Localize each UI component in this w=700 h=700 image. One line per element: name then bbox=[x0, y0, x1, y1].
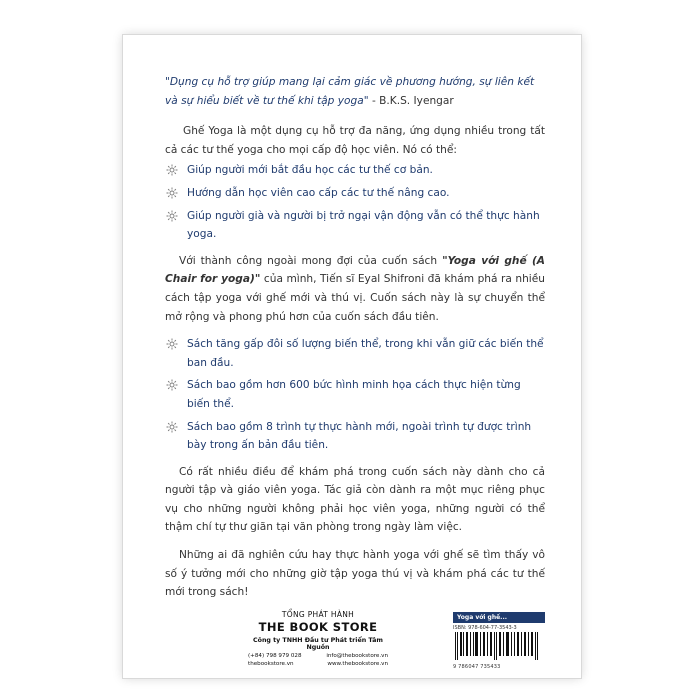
barcode-book-title: Yoga với ghế... bbox=[453, 612, 545, 623]
quote-text: "Dụng cụ hỗ trợ giúp mang lại cảm giác về phương hướng, sự liên kết và sự hiểu biết về tư thế khi tập yoga" bbox=[165, 76, 535, 107]
website-text: www.thebookstore.vn bbox=[327, 661, 388, 667]
list-item: Hướng dẫn học viên cao cấp các tư thế nâng cao. bbox=[165, 184, 545, 203]
epigraph-quote bbox=[165, 73, 545, 110]
fourth-paragraph: Những ai đã nghiên cứu hay thực hành yoga với ghế sẽ tìm thấy vô số ý tưởng mới cho những giờ tập yoga thú vị và khám phá các tư thế mới trong sách! bbox=[165, 549, 545, 599]
list-item: Giúp người mới bắt đầu học các tư thế cơ bản. bbox=[165, 161, 545, 180]
publisher-footer bbox=[248, 610, 388, 667]
second-paragraph: Với thành công ngoài mong đợi của cuốn sách "Yoga với ghế (A Chair for yoga)" của mình, Tiến sĩ Eyal Shifroni đã khám phá ra nhiều cách tập yoga với ghế mới và thú vị. Cuốn sách này là sự chuyển thể mở rộng và phong phú hơn của cuốn sách đầu tiên. bbox=[165, 254, 545, 323]
facebook-text: thebookstore.vn bbox=[248, 661, 294, 667]
isbn-text: ISBN: 978-604-77-3543-3 bbox=[453, 625, 517, 631]
email-text: info@thebookstore.vn bbox=[326, 653, 388, 659]
sun-flower-icon bbox=[166, 187, 178, 199]
barcode-number: 9 786047 735433 bbox=[453, 664, 501, 670]
sun-flower-icon bbox=[166, 338, 178, 350]
company-name: Công ty TNHH Đầu tư Phát triển Tâm Nguồn bbox=[253, 637, 383, 651]
contact-row bbox=[248, 653, 388, 659]
list-item: Giúp người già và người bị trở ngại vận động vẫn có thể thực hành yoga. bbox=[165, 207, 545, 244]
contact-row bbox=[248, 661, 388, 667]
book-title: "Yoga với ghế (A Chair for yoga)" bbox=[165, 254, 545, 286]
back-cover-text bbox=[165, 73, 545, 611]
phone-text: (+84) 798 979 028 bbox=[248, 653, 302, 659]
distributor-label: TỔNG PHÁT HÀNH bbox=[281, 610, 355, 619]
sun-flower-icon bbox=[166, 164, 178, 176]
sun-flower-icon bbox=[166, 210, 178, 222]
list-item: Sách tăng gấp đôi số lượng biến thể, trong khi vẫn giữ các biến thể ban đầu. bbox=[165, 335, 545, 372]
list-item: Sách bao gồm 8 trình tự thực hành mới, ngoài trình tự được trình bày trong ấn bản đầu tiên. bbox=[165, 418, 545, 455]
benefits-list bbox=[165, 161, 545, 243]
sun-flower-icon bbox=[166, 379, 178, 391]
sun-flower-icon bbox=[166, 421, 178, 433]
third-paragraph: Có rất nhiều điều để khám phá trong cuốn sách này dành cho cả người tập và giáo viên yoga. Tác giả còn dành ra một mục riêng phục vụ cho những người không phải học viên yoga, những người có thể thậm chí tự thư giãn tại văn phòng trong ngày làm việc. bbox=[165, 465, 545, 534]
barcode-area bbox=[453, 612, 545, 670]
intro-paragraph: Ghế Yoga là một dụng cụ hỗ trợ đa năng, ứng dụng nhiều trong tất cả các tư thế yoga cho mọi cấp độ học viên. Nó có thể: bbox=[165, 125, 545, 156]
list-item: Sách bao gồm hơn 600 bức hình minh họa cách thực hiện từng biến thể. bbox=[165, 376, 545, 413]
store-logo: THE BOOK STORE bbox=[258, 620, 378, 634]
features-list bbox=[165, 335, 545, 455]
quote-author: - B.K.S. Iyengar bbox=[368, 94, 454, 107]
barcode-icon bbox=[453, 632, 541, 660]
